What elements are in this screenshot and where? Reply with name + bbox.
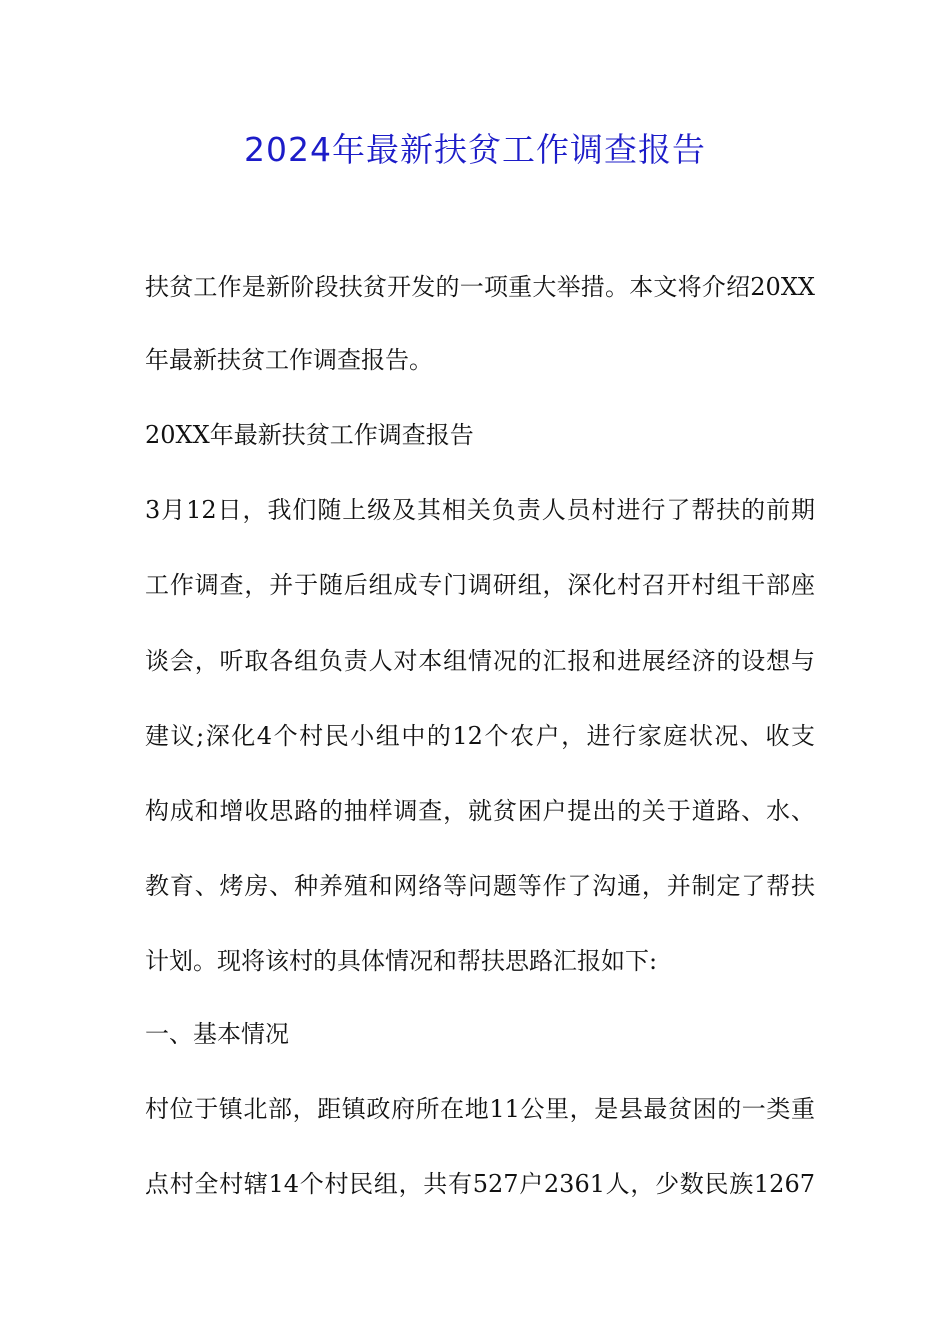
paragraph-basic-line-1: 村位于镇北部，距镇政府所在地11公里，是县最贫困的一类重 (145, 1095, 815, 1123)
document-title: 2024年最新扶贫工作调查报告 (244, 130, 706, 169)
paragraph-survey-line-3: 谈会，听取各组负责人对本组情况的汇报和进展经济的设想与 (145, 647, 815, 675)
paragraph-survey-line-4: 建议;深化4个村民小组中的12个农户，进行家庭状况、收支 (145, 722, 815, 750)
paragraph-survey-line-1: 3月12日，我们随上级及其相关负责人员村进行了帮扶的前期 (145, 496, 815, 524)
paragraph-intro-line-1: 扶贫工作是新阶段扶贫开发的一项重大举措。本文将介绍20XX (145, 273, 815, 301)
paragraph-intro-line-2: 年最新扶贫工作调查报告。 (145, 346, 433, 374)
paragraph-survey-line-5: 构成和增收思路的抽样调查，就贫困户提出的关于道路、水、 (145, 797, 815, 825)
report-subheading: 20XX年最新扶贫工作调查报告 (145, 421, 474, 449)
paragraph-basic-line-2: 点村全村辖14个村民组，共有527户2361人，少数民族1267 (145, 1170, 815, 1198)
paragraph-survey-line-2: 工作调查，并于随后组成专门调研组，深化村召开村组干部座 (145, 571, 815, 599)
paragraph-survey-line-6: 教育、烤房、种养殖和网络等问题等作了沟通，并制定了帮扶 (145, 872, 815, 900)
paragraph-survey-line-7: 计划。现将该村的具体情况和帮扶思路汇报如下: (145, 947, 658, 975)
section-heading-basic-situation: 一、基本情况 (145, 1020, 289, 1048)
